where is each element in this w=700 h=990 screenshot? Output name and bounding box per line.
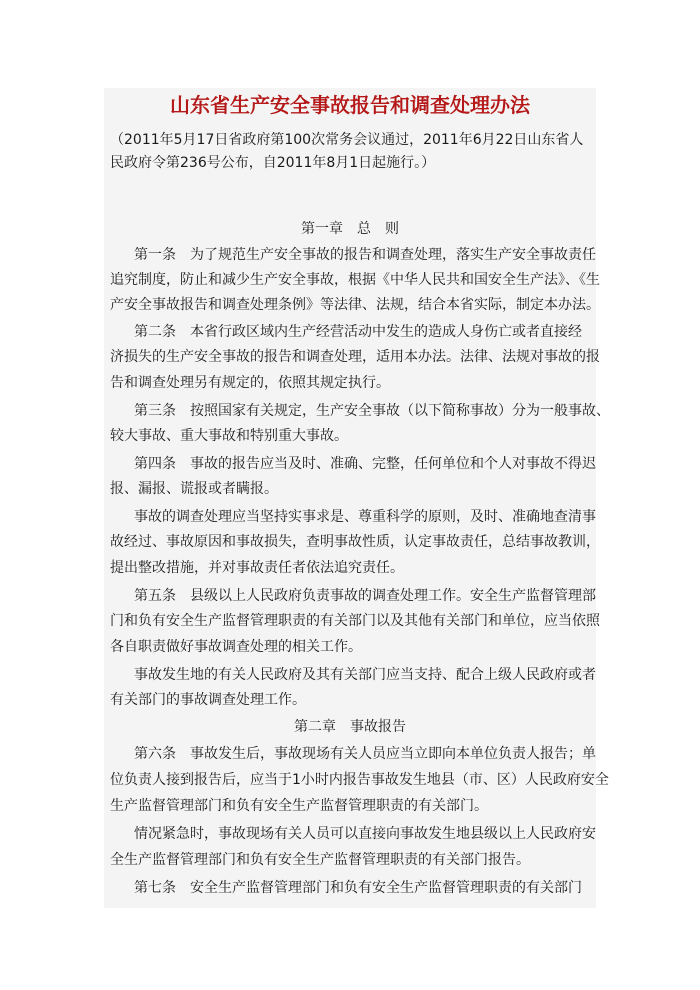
text-line: 有关部门的事故调查处理工作。 <box>110 692 306 708</box>
text-line: 第四条 事故的报告应当及时、准确、完整，任何单位和个人对事故不得迟 <box>134 456 596 472</box>
text-line: 济损失的生产安全事故的报告和调查处理，适用本办法。法律、法规对事故的报 <box>110 349 600 365</box>
chapter-heading-2: 第二章 事故报告 <box>294 719 406 735</box>
text-line: 追究制度，防止和减少生产安全事故，根据《中华人民共和国安全生产法》、《生 <box>110 272 600 288</box>
text-line: 第二条 本省行政区域内生产经营活动中发生的造成人身伤亡或者直接经 <box>134 324 582 340</box>
text-line: 情况紧急时，事故现场有关人员可以直接向事故发生地县级以上人民政府安 <box>134 826 596 842</box>
text-line: 生产监督管理部门和负有安全生产监督管理职责的有关部门。 <box>110 798 488 814</box>
text-line: 门和负有安全生产监督管理职责的有关部门以及其他有关部门和单位，应当依照 <box>110 613 600 629</box>
text-line: 第一条 为了规范生产安全事故的报告和调查处理，落实生产安全事故责任 <box>134 247 596 263</box>
chapter-heading-1: 第一章 总 则 <box>301 221 399 237</box>
text-line: 第七条 安全生产监督管理部门和负有安全生产监督管理职责的有关部门 <box>134 880 582 896</box>
text-line: 全生产监督管理部门和负有安全生产监督管理职责的有关部门报告。 <box>110 852 530 868</box>
text-line: 各自职责做好事故调查处理的相关工作。 <box>110 639 362 655</box>
document-title: 山东省生产安全事故报告和调查处理办法 <box>170 93 530 117</box>
text-line: 提出整改措施，并对事故责任者依法追究责任。 <box>110 560 404 576</box>
text-line: 较大事故、重大事故和特别重大事故。 <box>110 428 348 444</box>
text-line: 产安全事故报告和调查处理条例》等法律、法规，结合本省实际，制定本办法。 <box>110 297 600 313</box>
text-line: 故经过、事故原因和事故损失，查明事故性质，认定事故责任，总结事故教训， <box>110 534 600 550</box>
text-line: 第五条 县级以上人民政府负责事故的调查处理工作。安全生产监督管理部 <box>134 588 596 604</box>
text-line: 第三条 按照国家有关规定，生产安全事故（以下简称事故）分为一般事故、 <box>134 403 610 419</box>
text-line: 第六条 事故发生后，事故现场有关人员应当立即向本单位负责人报告；单 <box>134 746 596 762</box>
text-line: 事故的调查处理应当坚持实事求是、尊重科学的原则，及时、准确地查清事 <box>134 509 596 525</box>
text-line: 告和调查处理另有规定的，依照其规定执行。 <box>110 375 390 391</box>
document-subtitle: （2011年5月17日省政府第100次常务会议通过，2011年6月22日山东省人民政府令第236号公布，自2011年8月1日起施行。） <box>110 132 584 171</box>
text-line: 位负责人接到报告后，应当于1小时内报告事故发生地县（市、区）人民政府安全 <box>110 772 609 788</box>
text-line: 事故发生地的有关人民政府及其有关部门应当支持、配合上级人民政府或者 <box>134 667 596 683</box>
text-line: 报、漏报、谎报或者瞒报。 <box>110 481 278 497</box>
